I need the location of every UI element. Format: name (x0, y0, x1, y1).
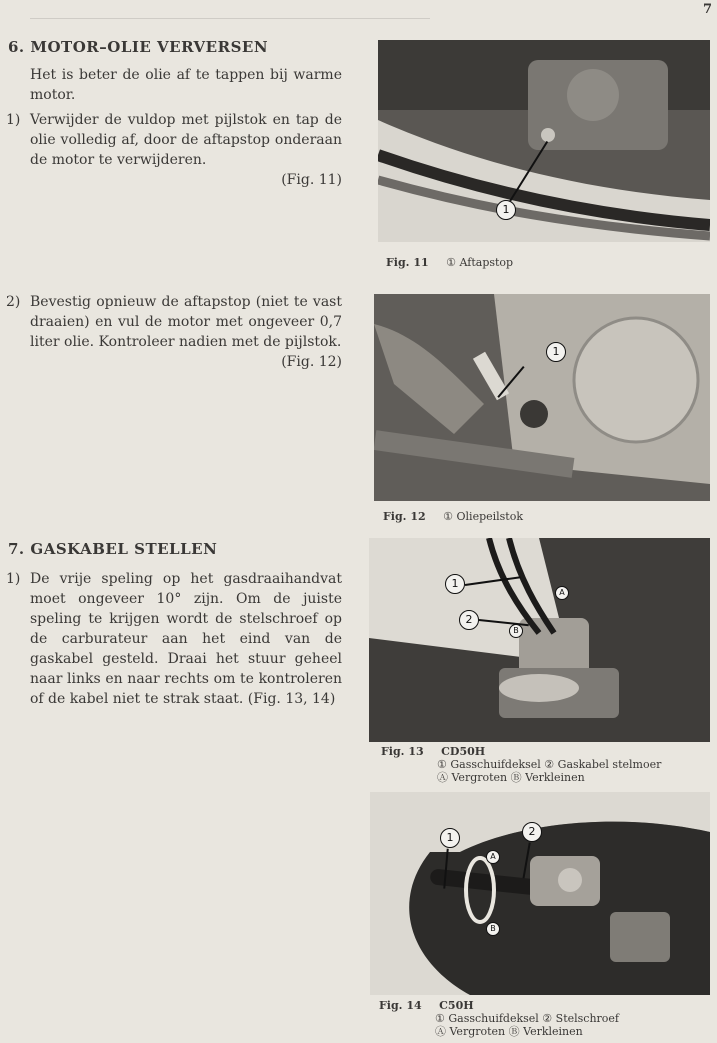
figure-13-photo (369, 538, 710, 742)
step-number: 1) (6, 112, 21, 128)
callout-2: 2 (522, 822, 542, 842)
figure-label: Fig. 14 (379, 999, 422, 1012)
section-6-intro-text: Het is beter de olie af te tappen bij warme motor. (30, 67, 342, 103)
legend-line: ① Gasschuifdeksel ② Gaskabel stelmoer (437, 758, 662, 771)
callout-1: 1 (440, 828, 460, 848)
figure-12-photo (374, 294, 710, 501)
section-7-step-1 (6, 569, 342, 709)
section-6-step-1 (6, 110, 342, 190)
figure-11-photo (378, 40, 710, 242)
figure-12-caption (383, 510, 523, 523)
callout-a: A (486, 850, 500, 864)
page-number: 7 (703, 2, 713, 17)
legend-line: Ⓐ Vergroten Ⓑ Verkleinen (437, 771, 585, 784)
legend-line: ① Aftapstop (446, 256, 514, 269)
model-name: C50H (439, 999, 474, 1012)
step-number: 2) (6, 294, 21, 310)
step-text: Verwijder de vuldop met pijlstok en tap de olie volledig af, door de aftapstop onderaan de motor te verwijderen. (30, 112, 342, 168)
figure-reference: (Fig. 13, 14) (247, 691, 336, 707)
figure-14-caption (379, 999, 619, 1038)
figure-13-caption (381, 745, 661, 784)
section-6-step-2 (6, 292, 342, 372)
figure-label: Fig. 11 (386, 256, 429, 269)
model-name: CD50H (441, 745, 486, 758)
step-text: De vrije speling op het gasdraaihandvat moet ongeveer 10° zijn. Om de juiste speling te krijgen wordt de stelschroef op de carburateur aan het eind van de gaskabel gesteld. Draai het stuur geheel naar links en naar rechts om te kontroleren of de kabel niet te strak staat. (30, 571, 342, 707)
legend-line: Ⓐ Vergroten Ⓑ Verkleinen (435, 1025, 583, 1038)
step-text: Bevestig opnieuw de aftapstop (niet te vast draaien) en vul de motor met ongeveer 0,7 liter olie. Kontroleer nadien met de pijlstok. (30, 294, 342, 350)
figure-reference: (Fig. 11) (281, 172, 342, 188)
legend-line: ① Gasschuifdeksel ② Stelschroef (435, 1012, 619, 1025)
oil-dipstick-image (374, 294, 710, 501)
figure-label: Fig. 12 (383, 510, 426, 523)
figure-11-caption (386, 256, 513, 269)
figure-14-photo (370, 792, 710, 995)
callout-b: B (486, 922, 500, 936)
section-7-heading: 7. GASKABEL STELLEN (8, 540, 218, 558)
figure-label: Fig. 13 (381, 745, 424, 758)
carburetor-c50h-image (370, 792, 710, 995)
section-6-intro (30, 65, 342, 105)
callout-1: 1 (445, 574, 465, 594)
section-6-heading: 6. MOTOR–OLIE VERVERSEN (8, 38, 269, 56)
header-rule (30, 18, 430, 19)
engine-drain-plug-image (378, 40, 710, 242)
callout-1: 1 (546, 342, 566, 362)
figure-reference: (Fig. 12) (281, 354, 342, 370)
callout-1: 1 (496, 200, 516, 220)
legend-line: ① Oliepeilstok (443, 510, 524, 523)
callout-b: B (509, 624, 523, 638)
carburetor-cd50h-image (369, 538, 710, 742)
callout-a: A (555, 586, 569, 600)
step-number: 1) (6, 571, 21, 587)
callout-2: 2 (459, 610, 479, 630)
